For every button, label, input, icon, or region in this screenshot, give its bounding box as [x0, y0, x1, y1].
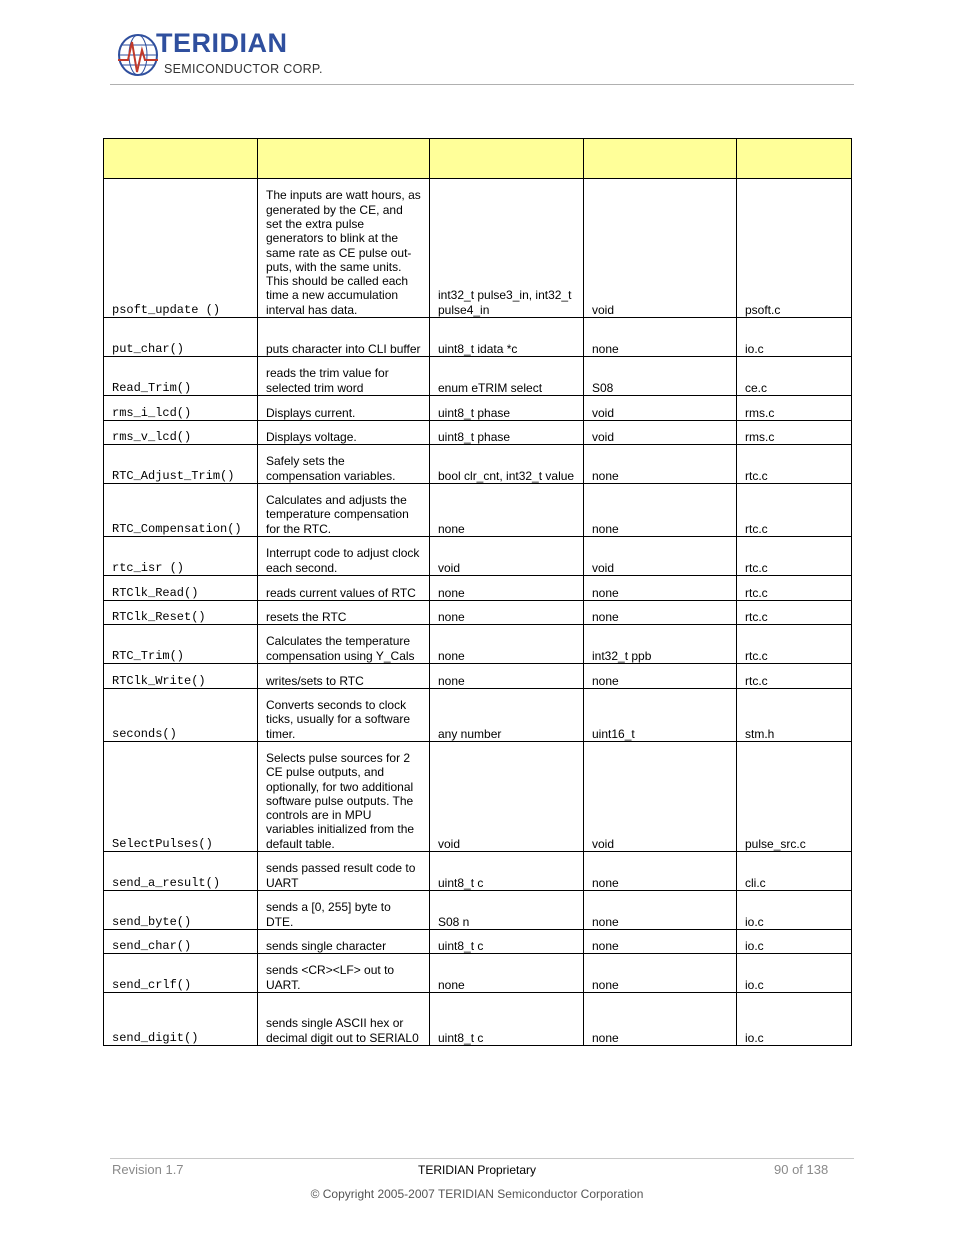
arguments-cell: uint8_t c — [430, 852, 584, 891]
table-row — [104, 318, 852, 357]
page-number: 90 of 138 — [774, 1162, 829, 1177]
source-file-cell: io.c — [737, 930, 852, 954]
table-header-row — [104, 139, 852, 179]
source-file-cell: rtc.c — [737, 625, 852, 664]
table-row — [104, 742, 852, 852]
return-type-cell: none — [584, 664, 737, 689]
return-type-cell: none — [584, 954, 737, 993]
description-cell: reads current values of RTC — [258, 576, 430, 601]
table-row — [104, 930, 852, 954]
return-type-cell: void — [584, 742, 737, 852]
arguments-cell: none — [430, 576, 584, 601]
description-cell: Calculates and adjusts the temperature compensation for the RTC. — [258, 484, 430, 537]
arguments-cell: uint8_t idata *c — [430, 318, 584, 357]
source-file-cell: rtc.c — [737, 664, 852, 689]
return-type-cell: int32_t ppb — [584, 625, 737, 664]
header-cell-name — [104, 139, 258, 179]
table-row — [104, 625, 852, 664]
return-type-cell: none — [584, 484, 737, 537]
source-file-cell: rms.c — [737, 421, 852, 445]
table-row — [104, 689, 852, 742]
table-row — [104, 537, 852, 576]
description-cell: Selects pulse sources for 2 CE pulse outputs, and optionally, for two additional software pulse outputs. The controls are in MPU variables initialized from the default table. — [258, 742, 430, 852]
source-file-cell: ce.c — [737, 357, 852, 396]
function-name-cell: RTC_Adjust_Trim() — [104, 445, 258, 484]
source-file-cell: rms.c — [737, 396, 852, 421]
return-type-cell: none — [584, 930, 737, 954]
return-type-cell: none — [584, 891, 737, 930]
description-cell: Calculates the temperature compensation using Y_Cals — [258, 625, 430, 664]
table-row — [104, 179, 852, 318]
function-name-cell: RTClk_Write() — [104, 664, 258, 689]
arguments-cell: S08 n — [430, 891, 584, 930]
arguments-cell: none — [430, 601, 584, 625]
source-file-cell: rtc.c — [737, 537, 852, 576]
table-row — [104, 576, 852, 601]
header-cell-file — [737, 139, 852, 179]
function-name-cell: RTClk_Read() — [104, 576, 258, 601]
teridian-logo — [116, 30, 326, 80]
description-cell: Displays current. — [258, 396, 430, 421]
return-type-cell: none — [584, 852, 737, 891]
proprietary-text: TERIDIAN Proprietary — [417, 1163, 537, 1177]
teridian-globe-icon — [116, 32, 160, 78]
source-file-cell: io.c — [737, 318, 852, 357]
return-type-cell: none — [584, 601, 737, 625]
table-row — [104, 954, 852, 993]
function-name-cell: send_crlf() — [104, 954, 258, 993]
logo-wordmark: TERIDIAN — [156, 28, 288, 58]
return-type-cell: void — [584, 396, 737, 421]
table-row — [104, 664, 852, 689]
footer-divider — [110, 1158, 854, 1159]
function-name-cell: send_char() — [104, 930, 258, 954]
function-table — [103, 138, 852, 1046]
description-cell: reads the trim value for selected trim word — [258, 357, 430, 396]
table-body — [104, 179, 852, 1046]
description-cell: writes/sets to RTC — [258, 664, 430, 689]
arguments-cell: bool clr_cnt, int32_t value — [430, 445, 584, 484]
source-file-cell: io.c — [737, 891, 852, 930]
return-type-cell: none — [584, 576, 737, 601]
source-file-cell: cli.c — [737, 852, 852, 891]
description-cell: sends <CR><LF> out to UART. — [258, 954, 430, 993]
function-name-cell: rms_v_lcd() — [104, 421, 258, 445]
table-row — [104, 445, 852, 484]
table-row — [104, 484, 852, 537]
table-row — [104, 852, 852, 891]
function-name-cell: send_byte() — [104, 891, 258, 930]
copyright-notice: © Copyright 2005-2007 TERIDIAN Semiconductor Corporation — [310, 1187, 644, 1201]
arguments-cell: uint8_t phase — [430, 421, 584, 445]
arguments-cell: any number — [430, 689, 584, 742]
arguments-cell: void — [430, 537, 584, 576]
arguments-cell: int32_t pulse3_in, int32_t pulse4_in — [430, 179, 584, 318]
table-row — [104, 993, 852, 1046]
table-row — [104, 421, 852, 445]
description-cell: Interrupt code to adjust clock each second. — [258, 537, 430, 576]
table-row — [104, 601, 852, 625]
table-row — [104, 891, 852, 930]
source-file-cell: rtc.c — [737, 484, 852, 537]
function-name-cell: Read_Trim() — [104, 357, 258, 396]
description-cell: Safely sets the compensation variables. — [258, 445, 430, 484]
function-name-cell: RTC_Trim() — [104, 625, 258, 664]
function-name-cell: SelectPulses() — [104, 742, 258, 852]
arguments-cell: none — [430, 484, 584, 537]
revision-label: Revision 1.7 — [112, 1162, 184, 1177]
function-name-cell: RTC_Compensation() — [104, 484, 258, 537]
function-name-cell: rms_i_lcd() — [104, 396, 258, 421]
description-cell: sends passed result code to UART — [258, 852, 430, 891]
return-type-cell: void — [584, 537, 737, 576]
description-cell: sends a [0, 255] byte to DTE. — [258, 891, 430, 930]
return-type-cell: void — [584, 179, 737, 318]
function-name-cell: send_a_result() — [104, 852, 258, 891]
function-name-cell: send_digit() — [104, 993, 258, 1046]
source-file-cell: pulse_src.c — [737, 742, 852, 852]
source-file-cell: rtc.c — [737, 445, 852, 484]
source-file-cell: stm.h — [737, 689, 852, 742]
source-file-cell: psoft.c — [737, 179, 852, 318]
function-name-cell: seconds() — [104, 689, 258, 742]
arguments-cell: none — [430, 664, 584, 689]
function-name-cell: RTClk_Reset() — [104, 601, 258, 625]
header-cell-arguments — [430, 139, 584, 179]
header-divider — [110, 84, 854, 85]
function-name-cell: put_char() — [104, 318, 258, 357]
arguments-cell: uint8_t c — [430, 993, 584, 1046]
description-cell: sends single ASCII hex or decimal digit out to SERIAL0 — [258, 993, 430, 1046]
return-type-cell: S08 — [584, 357, 737, 396]
source-file-cell: rtc.c — [737, 576, 852, 601]
function-name-cell: rtc_isr () — [104, 537, 258, 576]
arguments-cell: uint8_t c — [430, 930, 584, 954]
description-cell: resets the RTC — [258, 601, 430, 625]
return-type-cell: none — [584, 445, 737, 484]
description-cell: puts character into CLI buffer — [258, 318, 430, 357]
description-cell: Converts seconds to clock ticks, usually for a software timer. — [258, 689, 430, 742]
arguments-cell: none — [430, 954, 584, 993]
table-row — [104, 396, 852, 421]
description-cell: sends single character — [258, 930, 430, 954]
header-cell-return — [584, 139, 737, 179]
source-file-cell: io.c — [737, 954, 852, 993]
source-file-cell: io.c — [737, 993, 852, 1046]
function-name-cell: psoft_update () — [104, 179, 258, 318]
return-type-cell: none — [584, 993, 737, 1046]
return-type-cell: none — [584, 318, 737, 357]
table-row — [104, 357, 852, 396]
arguments-cell: uint8_t phase — [430, 396, 584, 421]
description-cell: The inputs are watt hours, as generated by the CE, and set the extra pulse generators to blink at the same rate as CE pulse out-puts, with the same units. This should be called each time a new accumulation interval has data. — [258, 179, 430, 318]
description-cell: Displays voltage. — [258, 421, 430, 445]
logo-subtitle: SEMICONDUCTOR CORP. — [164, 62, 323, 76]
arguments-cell: void — [430, 742, 584, 852]
header-cell-description — [258, 139, 430, 179]
return-type-cell: uint16_t — [584, 689, 737, 742]
source-file-cell: rtc.c — [737, 601, 852, 625]
arguments-cell: enum eTRIM select — [430, 357, 584, 396]
return-type-cell: void — [584, 421, 737, 445]
arguments-cell: none — [430, 625, 584, 664]
